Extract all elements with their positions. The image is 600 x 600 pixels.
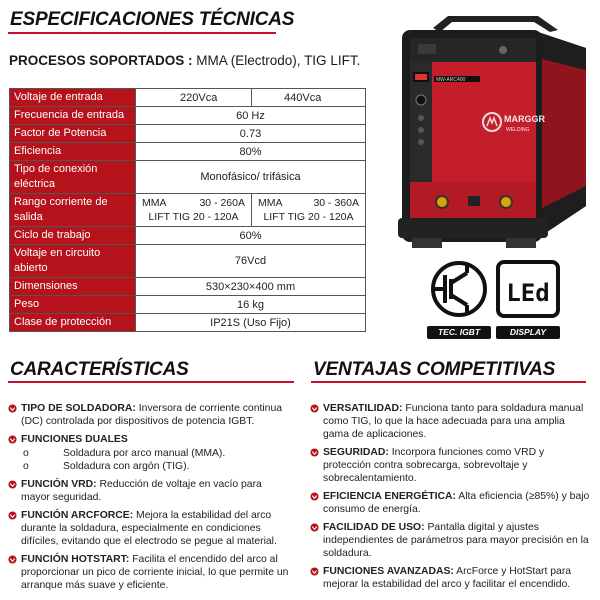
table-row	[10, 227, 366, 245]
led-display-icon	[496, 259, 560, 321]
ventajas-title: VENTAJAS COMPETITIVAS	[313, 359, 556, 380]
item-text: Pantalla digital y ajustes independientes de parámetros para mayor precisión en la soldadura.	[323, 522, 589, 559]
row-label: Voltaje en circuito abierto	[10, 245, 136, 278]
igbt-badge	[427, 259, 491, 339]
row-value: 60 Hz	[136, 107, 366, 125]
row-value: 530×230×400 mm	[136, 278, 366, 296]
ventajas-underline	[311, 381, 586, 383]
igbt-badge-caption: TEC. IGBT	[427, 326, 491, 339]
item-text: Inversora de corriente continua (DC) controlada por dispositivos de potencia IGBT.	[21, 403, 283, 427]
bullet-icon	[8, 480, 17, 489]
bullet-icon	[310, 448, 319, 457]
display-badge	[496, 259, 560, 339]
sub-bullet: o	[23, 448, 29, 459]
row-value: 80%	[136, 143, 366, 161]
row-label: Factor de Potencia	[10, 125, 136, 143]
caracteristicas-list	[8, 402, 290, 597]
range-value: 30 - 360A	[313, 197, 359, 209]
row-value: 76Vcd	[136, 245, 366, 278]
spec-table	[9, 88, 366, 332]
item-key: EFICIENCIA ENERGÉTICA:	[323, 491, 456, 502]
table-row	[10, 278, 366, 296]
table-row	[10, 245, 366, 278]
item-text: Funciona tanto para soldadura manual como TIG, lo que la hace adecuada para una amplia gama de aplicaciones.	[323, 403, 584, 440]
bullet-icon	[310, 492, 319, 501]
item-key: FACILIDAD DE USO:	[323, 522, 425, 533]
table-row	[10, 143, 366, 161]
bullet-icon	[310, 567, 319, 576]
sub-list-item	[21, 447, 290, 460]
sub-bullet: o	[23, 461, 29, 472]
brand-text: MARGGR	[504, 114, 545, 124]
item-text: Alta eficiencia (≥85%) y bajo consumo de energía.	[323, 491, 590, 515]
specs-title: ESPECIFICACIONES TÉCNICAS	[10, 9, 295, 30]
row-label: Voltaje de entrada	[10, 89, 136, 107]
row-value: IP21S (Uso Fijo)	[136, 314, 366, 332]
sub-item-text: Soldadura por arco manual (MMA).	[63, 448, 226, 459]
item-text: Reducción de voltaje en vacío para mayor seguridad.	[21, 479, 262, 503]
sub-list-item	[21, 460, 290, 473]
item-key: VERSATILIDAD:	[323, 403, 403, 414]
procesos-soportados	[9, 53, 360, 68]
row-label: Rango corriente de salida	[10, 194, 136, 227]
bullet-icon	[8, 435, 17, 444]
range-value: 30 - 260A	[199, 197, 245, 209]
igbt-chip-icon	[427, 259, 491, 321]
row-value: 220Vca	[136, 89, 252, 107]
range-cell-440	[252, 194, 366, 227]
item-text: Mejora la estabilidad del arco durante la soldadura, especialmente en condiciones difíciles, evitando que el electrodo se pegue al material.	[21, 510, 277, 547]
led-display-text: LEd	[506, 279, 550, 307]
bullet-icon	[8, 555, 17, 564]
list-item	[8, 509, 290, 548]
bullet-icon	[8, 404, 17, 413]
list-item	[310, 446, 593, 485]
table-row	[10, 296, 366, 314]
row-label: Dimensiones	[10, 278, 136, 296]
bullet-icon	[310, 523, 319, 532]
row-label: Frecuencia de entrada	[10, 107, 136, 125]
item-text: Incorpora funciones como VRD y protección contra sobrecarga, sobrevoltaje y sobrecalentamiento.	[323, 447, 545, 484]
range-mode: MMA	[142, 197, 167, 209]
row-value: Monofásico/ trifásica	[136, 161, 366, 194]
row-label: Clase de protección	[10, 314, 136, 332]
table-row	[10, 89, 366, 107]
range-mode: MMA	[258, 197, 283, 209]
row-value: 60%	[136, 227, 366, 245]
list-item	[310, 402, 593, 441]
bullet-icon	[310, 404, 319, 413]
item-key: TIPO DE SOLDADORA:	[21, 403, 136, 414]
welding-machine-image	[388, 10, 593, 255]
sub-list	[21, 447, 290, 473]
item-text: ArcForce y HotStart para mejorar la estabilidad del arco y facilitar el encendido.	[323, 566, 572, 590]
table-row	[10, 314, 366, 332]
row-value: 0.73	[136, 125, 366, 143]
row-label: Eficiencia	[10, 143, 136, 161]
procesos-label: PROCESOS SOPORTADOS :	[9, 53, 193, 68]
bullet-icon	[8, 511, 17, 520]
brand-sub-text: WELDING	[506, 127, 530, 133]
item-key: FUNCIÓN HOTSTART:	[21, 554, 130, 565]
row-value: 440Vca	[252, 89, 366, 107]
list-item	[8, 478, 290, 504]
item-key: FUNCIONES AVANZADAS:	[323, 566, 454, 577]
range-cell-220	[136, 194, 252, 227]
ventajas-list	[310, 402, 593, 596]
row-value: 16 kg	[136, 296, 366, 314]
item-key: FUNCIÓN ARCFORCE:	[21, 510, 134, 521]
sub-item-text: Soldadura con argón (TIG).	[63, 461, 190, 472]
item-key: SEGURIDAD:	[323, 447, 389, 458]
list-item	[8, 433, 290, 473]
table-row	[10, 125, 366, 143]
row-label: Tipo de conexión eléctrica	[10, 161, 136, 194]
procesos-value: MMA (Electrodo), TIG LIFT.	[192, 53, 361, 68]
specs-title-underline	[8, 32, 276, 34]
table-row	[10, 161, 366, 194]
range-tig: LIFT TIG 20 - 120A	[148, 211, 239, 223]
list-item	[310, 565, 593, 591]
list-item	[8, 402, 290, 428]
caracteristicas-underline	[8, 381, 294, 383]
table-row	[10, 194, 366, 227]
item-key: FUNCIONES DUALES	[21, 434, 128, 445]
list-item	[310, 490, 593, 516]
table-row	[10, 107, 366, 125]
model-text: MW-ARC400	[436, 77, 466, 83]
display-badge-caption: DISPLAY	[496, 326, 560, 339]
list-item	[310, 521, 593, 560]
item-key: FUNCIÓN VRD:	[21, 479, 97, 490]
row-label: Ciclo de trabajo	[10, 227, 136, 245]
caracteristicas-title: CARACTERÍSTICAS	[10, 359, 189, 380]
range-tig: LIFT TIG 20 - 120A	[263, 211, 354, 223]
list-item	[8, 553, 290, 592]
row-label: Peso	[10, 296, 136, 314]
item-text: Facilita el encendido del arco al proporcionar un pico de corriente inicial, lo que permite un arranque más suave y eficiente.	[21, 554, 289, 591]
